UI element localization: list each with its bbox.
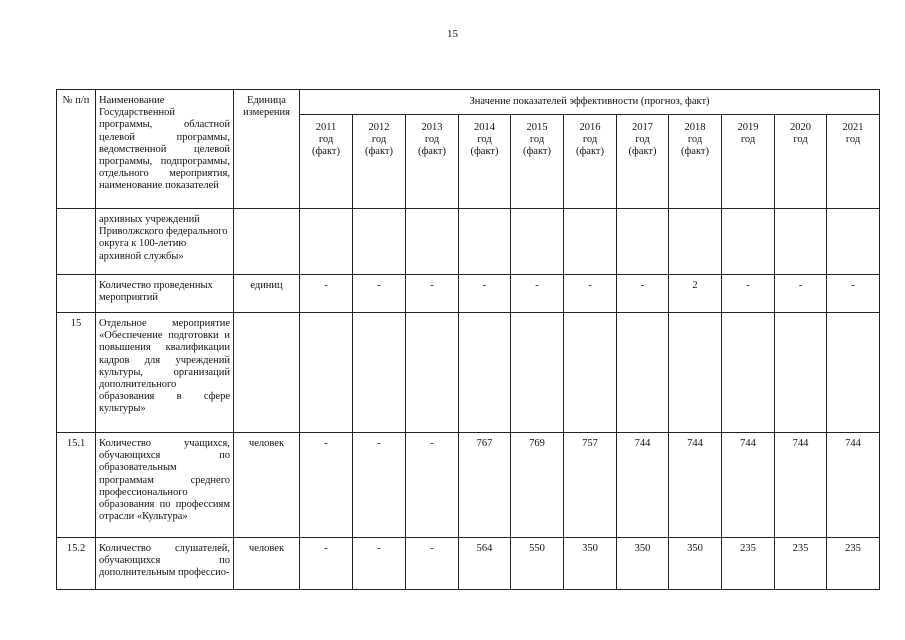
header-year-2015 xyxy=(511,115,564,209)
value-cell-2020: - xyxy=(775,275,827,313)
indicators-table xyxy=(56,89,880,590)
value-cell-2011: - xyxy=(300,538,353,590)
value-cell-2016 xyxy=(564,313,617,433)
value-cell-2015 xyxy=(511,209,564,275)
row-unit: человек xyxy=(234,538,300,590)
header-year-word: год xyxy=(793,134,808,146)
value-cell-2012: - xyxy=(353,275,406,313)
value-cell-2017: - xyxy=(617,275,669,313)
header-year-2016 xyxy=(564,115,617,209)
header-unit: Единица измерения xyxy=(234,90,300,209)
value-cell-2011 xyxy=(300,209,353,275)
header-year-2017 xyxy=(617,115,669,209)
value-cell-2015: 769 xyxy=(511,433,564,538)
header-year-2013 xyxy=(406,115,459,209)
page-number: 15 xyxy=(447,28,458,40)
header-year-year: 2018 xyxy=(684,122,706,133)
row-number: 15.2 xyxy=(57,538,96,590)
header-year-kind: (факт) xyxy=(522,146,551,158)
row-indicator-name: Отдельное мероприятие «Обеспечение подготовки и повышения квалификации кадров для учреждений культуры, организаций дополнительного образования в сфере культуры» xyxy=(96,313,234,433)
value-cell-2021: - xyxy=(827,275,880,313)
value-cell-2013: - xyxy=(406,433,459,538)
table-row xyxy=(57,209,880,275)
header-year-word: год xyxy=(687,134,703,146)
header-num: № п/п xyxy=(57,90,96,209)
value-cell-2017: 350 xyxy=(617,538,669,590)
value-cell-2012: - xyxy=(353,538,406,590)
value-cell-2016 xyxy=(564,209,617,275)
value-cell-2019: - xyxy=(722,275,775,313)
row-number: 15 xyxy=(57,313,96,433)
row-unit: единиц xyxy=(234,275,300,313)
value-cell-2014: 564 xyxy=(459,538,511,590)
value-cell-2019: 744 xyxy=(722,433,775,538)
value-cell-2013 xyxy=(406,209,459,275)
header-year-2014 xyxy=(459,115,511,209)
value-cell-2021: 235 xyxy=(827,538,880,590)
header-year-word: год xyxy=(582,134,598,146)
value-cell-2015: - xyxy=(511,275,564,313)
value-cell-2014: 767 xyxy=(459,433,511,538)
value-cell-2017 xyxy=(617,209,669,275)
header-year-2021 xyxy=(827,115,880,209)
header-year-kind: (факт) xyxy=(470,146,499,158)
value-cell-2019: 235 xyxy=(722,538,775,590)
table-row xyxy=(57,313,880,433)
header-year-2018 xyxy=(669,115,722,209)
value-cell-2012 xyxy=(353,209,406,275)
header-year-year: 2015 xyxy=(526,122,548,133)
header-year-year: 2014 xyxy=(474,122,495,133)
header-year-word: год xyxy=(371,134,387,146)
header-year-word: год xyxy=(477,134,492,146)
header-row-group xyxy=(57,90,880,115)
value-cell-2021 xyxy=(827,313,880,433)
header-year-word: год xyxy=(635,134,650,146)
value-cell-2012: - xyxy=(353,433,406,538)
header-year-year: 2016 xyxy=(579,122,601,133)
row-indicator-name: архивных учреждений Приволжского федерального округа к 100-летию архивной службы» xyxy=(96,209,234,275)
value-cell-2021: 744 xyxy=(827,433,880,538)
value-cell-2014: - xyxy=(459,275,511,313)
header-year-year: 2020 xyxy=(790,122,811,133)
header-year-kind: (факт) xyxy=(311,146,340,158)
value-cell-2019 xyxy=(722,209,775,275)
value-cell-2014 xyxy=(459,313,511,433)
value-cell-2015: 550 xyxy=(511,538,564,590)
value-cell-2013: - xyxy=(406,275,459,313)
header-year-kind: (факт) xyxy=(628,146,657,158)
value-cell-2017: 744 xyxy=(617,433,669,538)
value-cell-2012 xyxy=(353,313,406,433)
header-year-kind: (факт) xyxy=(417,146,446,158)
header-year-kind: (факт) xyxy=(364,146,393,158)
value-cell-2020: 744 xyxy=(775,433,827,538)
row-unit xyxy=(234,313,300,433)
row-indicator-name: Количество проведенных мероприятий xyxy=(96,275,234,313)
header-year-2020 xyxy=(775,115,827,209)
row-unit: человек xyxy=(234,433,300,538)
header-year-2011 xyxy=(300,115,353,209)
header-year-kind: (факт) xyxy=(680,146,709,158)
value-cell-2013 xyxy=(406,313,459,433)
value-cell-2019 xyxy=(722,313,775,433)
value-cell-2011: - xyxy=(300,433,353,538)
row-unit xyxy=(234,209,300,275)
header-year-year: 2021 xyxy=(842,122,864,133)
row-indicator-name: Количество слушателей, обучающихся по дополнительным профессио- xyxy=(96,538,234,590)
table-row xyxy=(57,433,880,538)
row-indicator-name: Количество учащихся, обучающихся по образовательным программам среднего профессионального образования по профессиям отрасли «Культура» xyxy=(96,433,234,538)
header-year-word: год xyxy=(845,134,861,146)
header-year-year: 2012 xyxy=(368,122,390,133)
value-cell-2018: 2 xyxy=(669,275,722,313)
value-cell-2014 xyxy=(459,209,511,275)
value-cell-2017 xyxy=(617,313,669,433)
header-name: Наименование Государственной программы, областной целевой программы, ведомственной целевой программы, подпрограммы, отдельного мероприятия, наименование показателей xyxy=(96,90,234,209)
table-row xyxy=(57,538,880,590)
value-cell-2011: - xyxy=(300,275,353,313)
header-year-2019 xyxy=(722,115,775,209)
value-cell-2020: 235 xyxy=(775,538,827,590)
row-number: 15.1 xyxy=(57,433,96,538)
value-cell-2021 xyxy=(827,209,880,275)
header-year-year: 2013 xyxy=(421,122,443,133)
value-cell-2013: - xyxy=(406,538,459,590)
header-year-year: 2019 xyxy=(737,122,759,133)
header-year-word: год xyxy=(529,134,545,146)
header-year-2012 xyxy=(353,115,406,209)
header-year-year: 2011 xyxy=(315,122,337,133)
value-cell-2018: 744 xyxy=(669,433,722,538)
value-cell-2018 xyxy=(669,313,722,433)
value-cell-2016: 757 xyxy=(564,433,617,538)
header-year-word: год xyxy=(318,134,334,146)
table-row xyxy=(57,275,880,313)
row-number xyxy=(57,275,96,313)
header-year-year: 2017 xyxy=(632,122,653,133)
header-values-group: Значение показателей эффективности (прогноз, факт) xyxy=(300,90,880,115)
value-cell-2011 xyxy=(300,313,353,433)
value-cell-2016: - xyxy=(564,275,617,313)
header-year-word: год xyxy=(740,134,756,146)
header-year-kind: (факт) xyxy=(575,146,604,158)
value-cell-2020 xyxy=(775,209,827,275)
value-cell-2018 xyxy=(669,209,722,275)
value-cell-2016: 350 xyxy=(564,538,617,590)
value-cell-2020 xyxy=(775,313,827,433)
row-number xyxy=(57,209,96,275)
value-cell-2015 xyxy=(511,313,564,433)
header-year-word: год xyxy=(424,134,440,146)
value-cell-2018: 350 xyxy=(669,538,722,590)
